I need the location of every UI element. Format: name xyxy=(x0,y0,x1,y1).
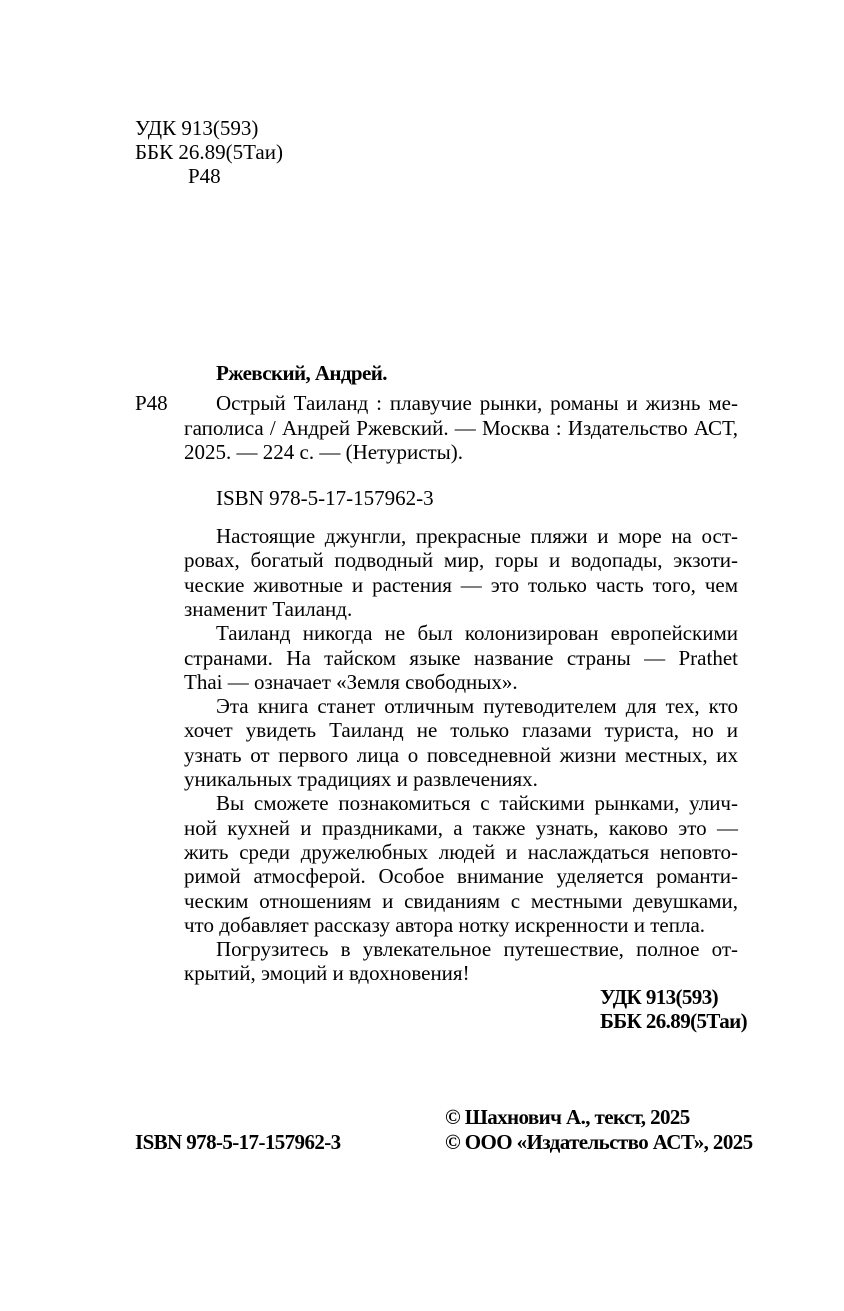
title-line: Острый Таиланд : плавучие рынки, романы и жизнь ме- xyxy=(216,391,738,415)
annotation-line: римой атмосферой. Особое внимание уделяется романти- xyxy=(184,864,738,889)
title-line: 2025. — 224 с. — (Нетуристы). xyxy=(184,440,464,464)
annotation-line: хочет увидеть Таиланд не только глазами туриста, но и xyxy=(184,718,738,743)
annotation-line: ной кухней и праздниками, а также узнать, каково это — xyxy=(184,815,738,840)
annotation-line: уникальных традициях и развлечениях. xyxy=(184,767,538,791)
annotation-line: что добавляет рассказу автора нотку искренности и тепла. xyxy=(184,912,706,937)
copyright-isbn: ISBN 978-5-17-157962-3 xyxy=(135,1130,341,1154)
record-mark: Р48 xyxy=(135,391,168,415)
annotation-line: Вы сможете познакомиться с тайскими рынками, улич- xyxy=(216,791,738,816)
footer-udk: УДК 913(593) xyxy=(600,985,719,1009)
footer-bbk: ББК 26.89(5Таи) xyxy=(600,1009,748,1033)
annotation-line: Thai — означает «Земля свободных». xyxy=(184,669,518,694)
bbk-code: ББК 26.89(5Таи) xyxy=(135,140,283,164)
annotation-line: знаменит Таиланд. xyxy=(184,596,353,621)
annotation-line: жить среди дружелюбных людей и наслаждаться неповто- xyxy=(184,839,738,864)
annotation-line: ровах, богатый подводный мир, горы и водопады, экзоти- xyxy=(184,548,738,573)
annotation-line: крытий, эмоций и вдохновения! xyxy=(184,961,470,986)
record-isbn: ISBN 978-5-17-157962-3 xyxy=(216,486,434,510)
annotation-line: ческим отношениям и свиданиям с местными девушками, xyxy=(184,888,738,913)
annotation-line: Настоящие джунгли, прекрасные пляжи и море на ост- xyxy=(216,524,738,548)
copyright-text: © Шахнович А., текст, 2025 xyxy=(445,1105,690,1129)
copyright-publisher: © ООО «Издательство АСТ», 2025 xyxy=(445,1130,753,1154)
annotation-line: странами. На тайском языке название страны — Prathet xyxy=(184,645,738,670)
annotation-line: Эта книга станет отличным путеводителем для тех, кто xyxy=(216,694,738,719)
annotation-line: Таиланд никогда не был колонизирован европейскими xyxy=(216,621,738,646)
author-heading: Ржевский, Андрей. xyxy=(216,361,387,385)
annotation-line: узнать от первого лица о повседневной жизни местных, их xyxy=(184,742,738,767)
udk-code: УДК 913(593) xyxy=(135,116,259,140)
annotation-line: ческие животные и растения — это только часть того, чем xyxy=(184,572,738,597)
title-line: гаполиса / Андрей Ржевский. — Москва : Издательство АСТ, xyxy=(184,415,738,440)
author-mark: Р48 xyxy=(188,164,221,188)
annotation-line: Погрузитесь в увлекательное путешествие, полное от- xyxy=(216,937,738,962)
